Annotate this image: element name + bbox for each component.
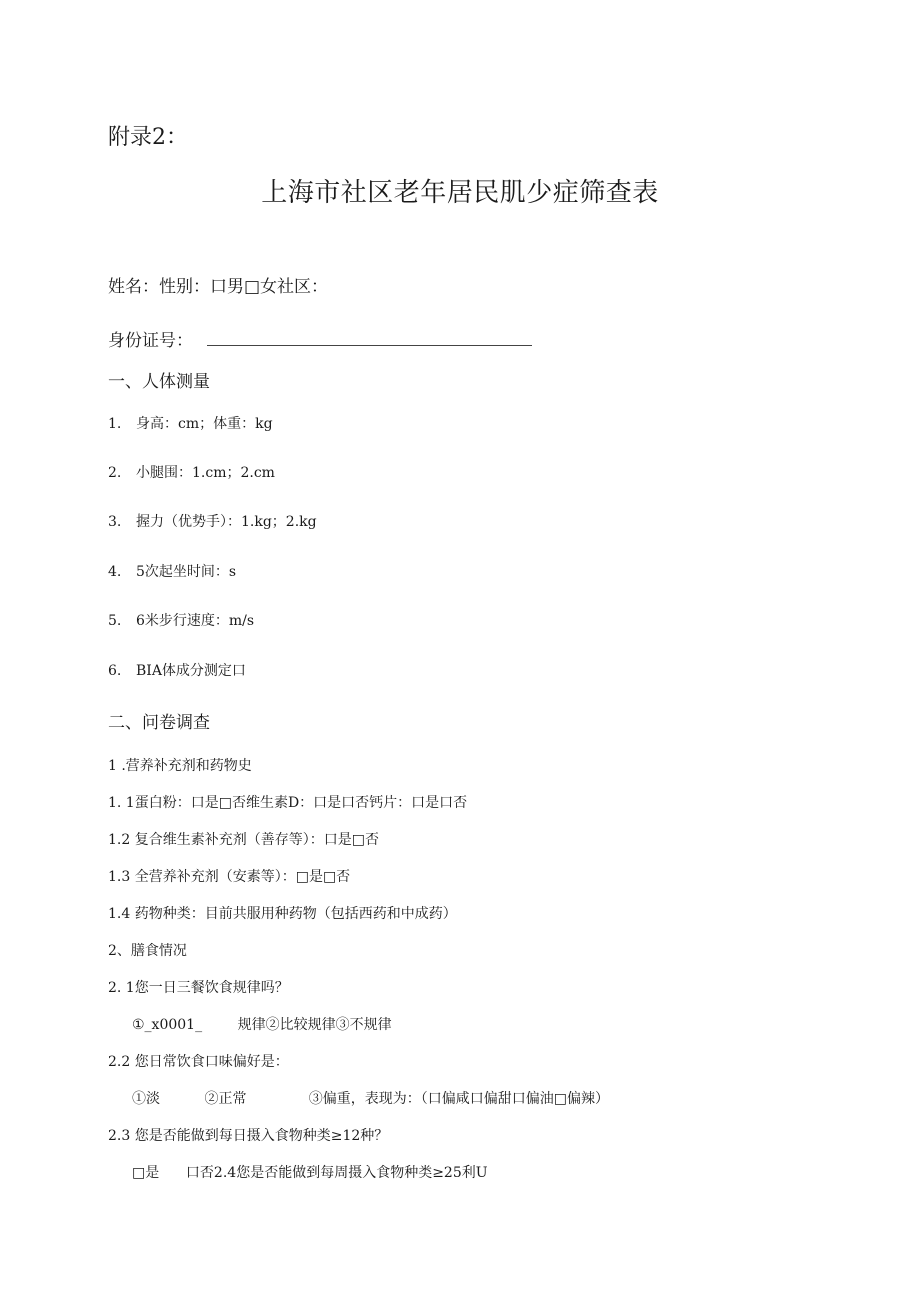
item-text: 身高：cm；体重：kg (136, 416, 273, 432)
questionnaire-line: 2、膳食情况 (108, 943, 187, 959)
basic-info-line: 姓名：性别：口男□女社区： (108, 277, 329, 297)
measurement-item (108, 660, 246, 680)
questionnaire-line: 1 .营养补充剂和药物史 (108, 758, 252, 774)
appendix-label: 附录2： (108, 125, 188, 150)
item-text: 5次起坐时间：s (136, 564, 237, 580)
questionnaire-line: 1. 1蛋白粉：口是□否维生素D：口是口否钙片：口是口否 (108, 795, 468, 811)
item-number: 5. (108, 613, 122, 629)
section-heading-body-measurement: 一、人体测量 (108, 372, 210, 392)
item-text: 6米步行速度：m/s (136, 613, 255, 629)
measurement-item (108, 462, 275, 482)
questionnaire-line: 1.3 全营养补充剂（安素等）：□是□否 (108, 869, 351, 885)
page-title: 上海市社区老年居民肌少症筛查表 (261, 178, 659, 208)
measurement-item (108, 413, 273, 433)
questionnaire-line: 2.3 您是否能做到每日摄入食物种类≥12种？ (108, 1128, 389, 1144)
measurement-item (108, 610, 254, 630)
questionnaire-line: 1.2 复合维生素补充剂（善存等）：口是□否 (108, 832, 379, 848)
item-number: 4. (108, 564, 122, 580)
questionnaire-line: 2. 1您一日三餐饮食规律吗？ (108, 980, 289, 996)
questionnaire-options: ①淡 ②正常 ③偏重，表现为：（口偏咸口偏甜口偏油□偏辣） (132, 1091, 610, 1107)
id-number-field (108, 326, 532, 351)
item-text: 握力（优势手）：1.kg；2.kg (136, 514, 317, 530)
questionnaire-options: ①_x0001_ 规律②比较规律③不规律 (132, 1017, 392, 1033)
section-heading-questionnaire: 二、问卷调查 (108, 713, 210, 733)
item-text: BIA体成分测定口 (136, 663, 246, 679)
questionnaire-line: 2.2 您日常饮食口味偏好是： (108, 1054, 289, 1070)
questionnaire-options: □是 口否2.4您是否能做到每周摄入食物种类≥25利U (132, 1165, 488, 1181)
id-number-blank[interactable] (207, 329, 532, 346)
measurement-item (108, 511, 317, 531)
id-number-label: 身份证号： (108, 331, 193, 351)
item-number: 6. (108, 663, 122, 679)
item-number: 1. (108, 416, 122, 432)
item-number: 3. (108, 514, 122, 530)
measurement-item (108, 561, 236, 581)
item-text: 小腿围：1.cm；2.cm (136, 465, 275, 481)
item-number: 2. (108, 465, 122, 481)
questionnaire-line: 1.4 药物种类：目前共服用种药物（包括西药和中成药） (108, 906, 457, 922)
